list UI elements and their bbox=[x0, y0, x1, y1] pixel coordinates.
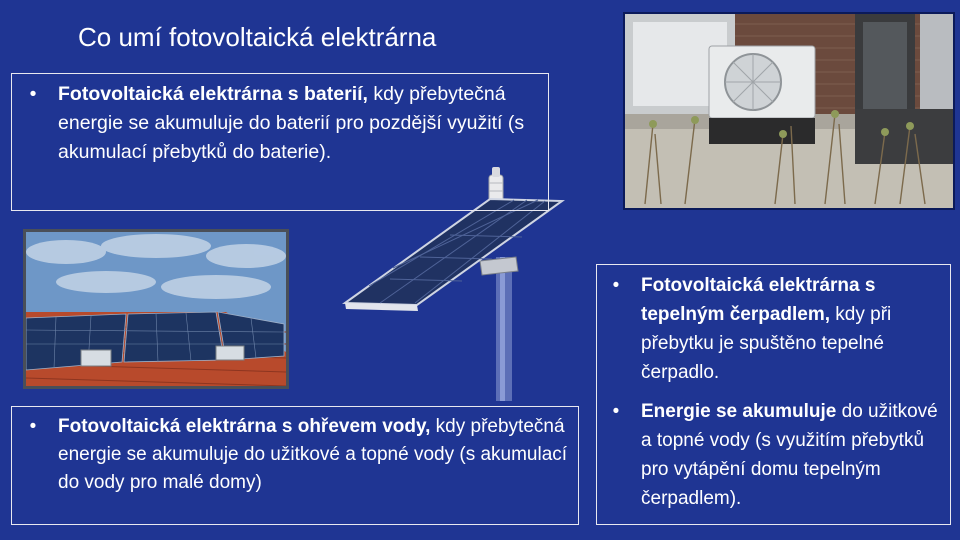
roof-solar-image bbox=[26, 232, 286, 386]
bullet-dot: • bbox=[612, 401, 620, 422]
textbox-battery bbox=[11, 73, 549, 211]
bullet-dot: • bbox=[29, 83, 37, 105]
textbox-heat-pump bbox=[596, 264, 951, 525]
bullet-text: kdy přebytečná energie se akumuluje do baterií pro pozdější využití (s akumulací přebytků do baterie). bbox=[58, 83, 525, 163]
bullet-bold-text: Fotovoltaická elektrárna s ohřevem vody, bbox=[58, 416, 431, 437]
bullet-item-battery bbox=[29, 80, 538, 167]
bullet-dot: • bbox=[612, 275, 620, 296]
slide-title: Co umí fotovoltaická elektrárna bbox=[78, 22, 437, 52]
bullet-text: kdy přebytečná energie se akumuluje do užitkové a topné vody (s akumulací do vody pro malé domy) bbox=[58, 416, 568, 493]
bullet-text: do užitkové a topné vody (s využitím přebytků pro vytápění domu tepelným čerpadlem). bbox=[641, 401, 938, 509]
bullet-bold-text: Fotovoltaická elektrárna s baterií, bbox=[58, 83, 368, 105]
bullet-dot: • bbox=[29, 416, 37, 437]
bullet-text: kdy při přebytku je spuštěno tepelné čerpadlo. bbox=[641, 304, 892, 383]
heat-pump-photo bbox=[623, 12, 955, 210]
bullet-item-water bbox=[29, 413, 568, 497]
roof-solar-photo bbox=[23, 229, 289, 389]
bullet-bold-text: Fotovoltaická elektrárna s tepelným čerpadlem, bbox=[641, 275, 876, 325]
bullet-bold-text: Energie se akumuluje bbox=[641, 401, 837, 422]
heat-pump-image bbox=[625, 14, 953, 208]
bullet-item-energy bbox=[612, 397, 942, 513]
bullet-item-heat-pump bbox=[612, 271, 942, 387]
textbox-water-heating bbox=[11, 406, 579, 525]
